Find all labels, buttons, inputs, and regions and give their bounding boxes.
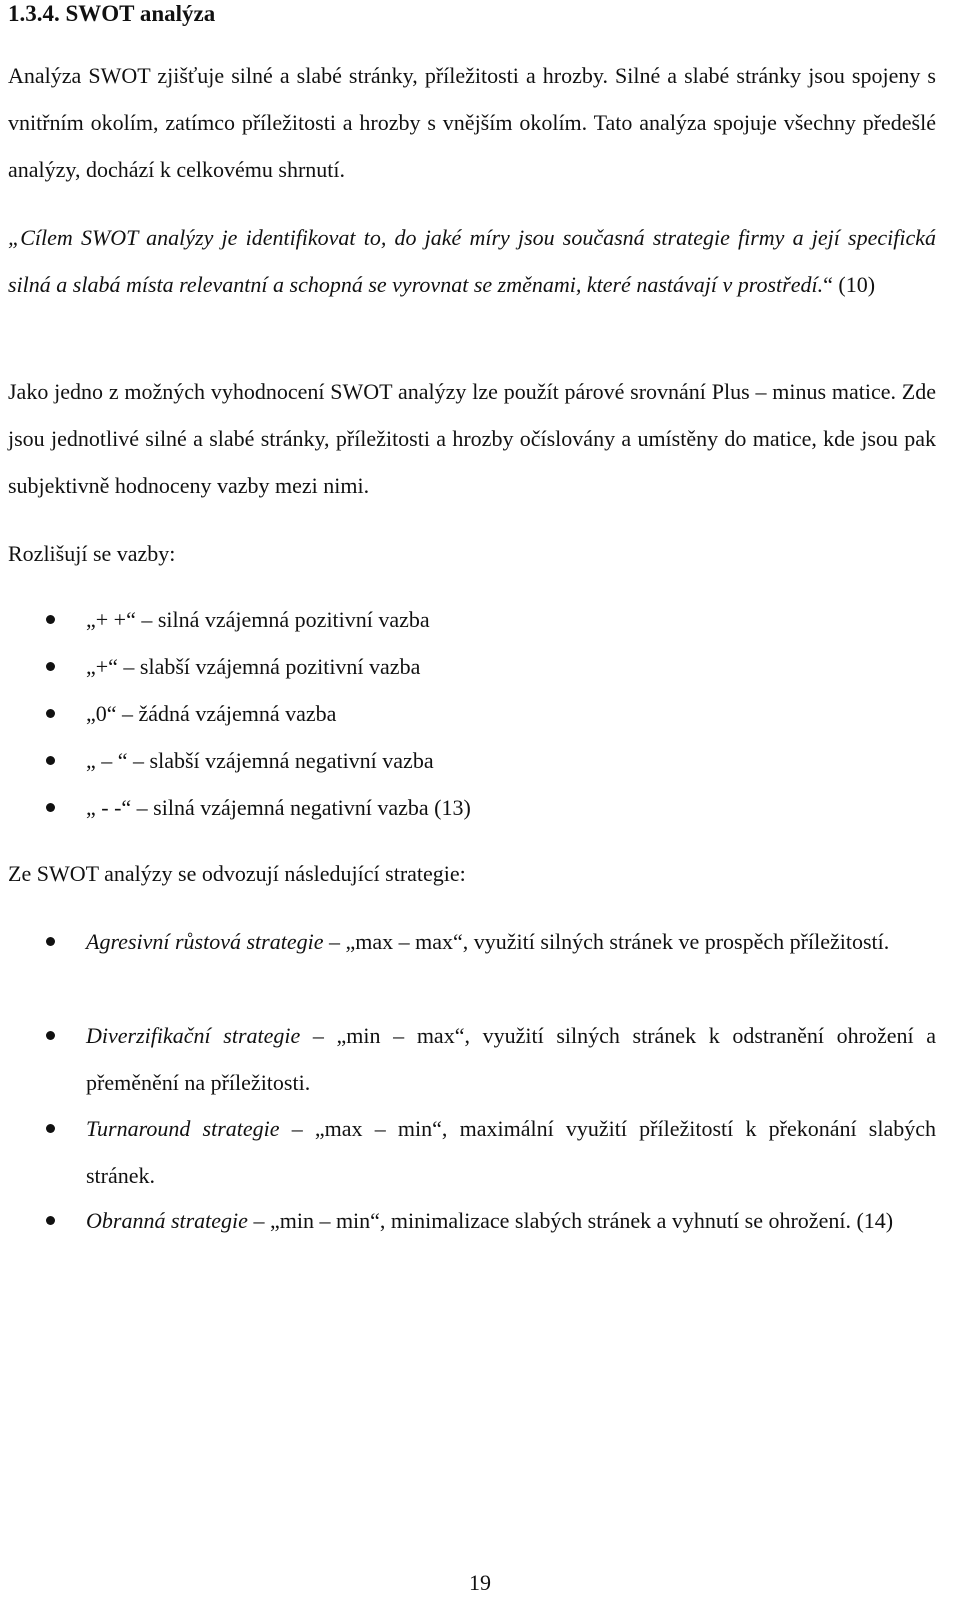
strategy-text: [86, 918, 936, 965]
strategy-name: Diverzifikační strategie: [86, 1023, 301, 1048]
bullet-icon: [46, 1216, 55, 1225]
quote-text: „Cílem SWOT analýzy je identifikovat to, do jaké míry jsou současná strategie firmy a její specifická silná a slabá místa relevantní a schopná se vyrovnat se změnami, které nastávají v prostředí.: [8, 225, 936, 297]
strategy-description: – „min – max“, využití silných stránek k odstranění ohrožení a přeměnění na příležitosti.: [86, 1023, 936, 1095]
bullet-icon: [46, 1124, 55, 1133]
bullet-icon: [46, 709, 55, 718]
bullet-icon: [46, 756, 55, 765]
intro-paragraph: Analýza SWOT zjišťuje silné a slabé stránky, příležitosti a hrozby. Silné a slabé stránky jsou spojeny s vnitřním okolím, zatímco příležitosti a hrozby s vnějším okolím. Tato analýza spojuje všechny předešlé analýzy, dochází k celkovému shrnutí.: [8, 63, 936, 182]
list-item: [0, 690, 960, 737]
strategy-text: [86, 1197, 936, 1244]
relation-text: „ – “ – slabší vzájemná negativní vazba: [86, 748, 434, 773]
bullet-icon: [46, 937, 55, 946]
relation-text: „+“ – slabší vzájemná pozitivní vazba: [86, 654, 421, 679]
strategy-description: – „max – max“, využití silných stránek ve prospěch příležitostí.: [323, 929, 890, 954]
bullet-icon: [46, 615, 55, 624]
matrix-paragraph: Jako jedno z možných vyhodnocení SWOT analýzy lze použít párové srovnání Plus – minus matice. Zde jsou jednotlivé silné a slabé stránky, příležitosti a hrozby očíslovány a umístěny do matice, kde jsou pak subjektivně hodnoceny vazby mezi nimi.: [8, 379, 936, 498]
page-number: 19: [469, 1570, 491, 1595]
strategy-description: – „max – min“, maximální využití příležitostí k překonání slabých stránek.: [86, 1116, 936, 1188]
strategy-name: Agresivní růstová strategie: [86, 929, 324, 954]
relations-intro: Rozlišují se vazby:: [8, 541, 176, 566]
strategy-name: Turnaround strategie: [86, 1116, 280, 1141]
strategies-intro: Ze SWOT analýzy se odvozují následující strategie:: [8, 861, 466, 886]
bullet-icon: [46, 1031, 55, 1040]
bullet-icon: [46, 803, 55, 812]
relation-text: „ - -“ – silná vzájemná negativní vazba (13): [86, 795, 471, 820]
quote-paragraph: [8, 214, 936, 308]
list-item: [0, 596, 960, 643]
list-item: [0, 643, 960, 690]
strategy-name: Obranná strategie: [86, 1208, 248, 1233]
bullet-icon: [46, 662, 55, 671]
relation-text: „+ +“ – silná vzájemná pozitivní vazba: [86, 607, 430, 632]
section-heading: 1.3.4. SWOT analýza: [8, 1, 216, 26]
relation-text: „0“ – žádná vzájemná vazba: [86, 701, 337, 726]
strategy-description: – „min – min“, minimalizace slabých stránek a vyhnutí se ohrožení. (14): [247, 1208, 894, 1233]
list-item: [0, 784, 960, 831]
quote-citation: “ (10): [823, 272, 876, 297]
list-item: [0, 737, 960, 784]
strategy-text: [86, 1105, 936, 1199]
strategy-text: [86, 1012, 936, 1106]
